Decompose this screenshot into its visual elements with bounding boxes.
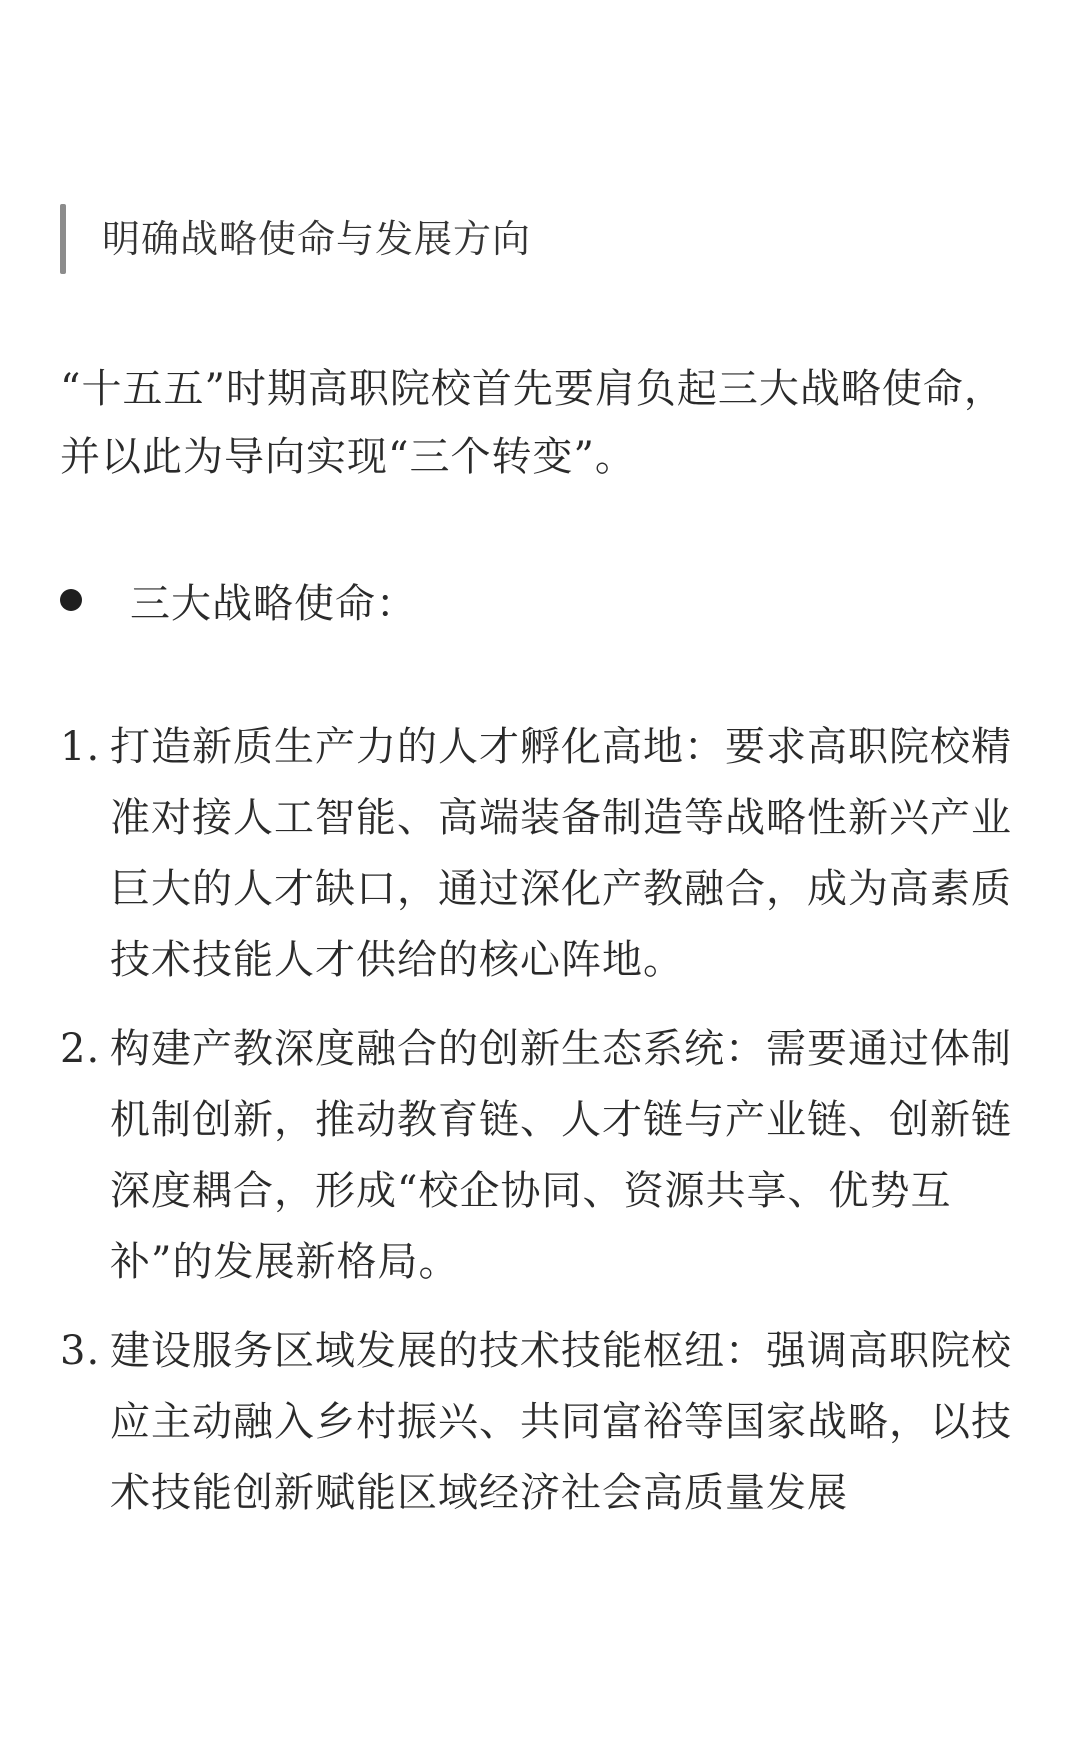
mission-item-2 xyxy=(60,1014,1020,1298)
mission-number: 1. xyxy=(60,724,101,770)
mission-text: 构建产教深度融合的创新生态系统：需要通过体制机制创新，推动教育链、人才链与产业链、创新链深度耦合，形成“校企协同、资源共享、优势互补”的发展新格局。 xyxy=(110,1026,1012,1285)
mission-number: 2. xyxy=(60,1026,101,1072)
intro-paragraph: “十五五”时期高职院校首先要肩负起三大战略使命，并以此为导向实现“三个转变”。 xyxy=(60,366,1005,480)
mission-item-1 xyxy=(60,712,1020,996)
mission-list xyxy=(60,712,1020,1547)
bullet-item xyxy=(60,570,417,630)
bullet-label: 三大战略使命： xyxy=(130,580,417,627)
bullet-dot-icon xyxy=(60,589,82,611)
mission-number: 3. xyxy=(60,1328,101,1374)
mission-text: 建设服务区域发展的技术技能枢纽：强调高职院校应主动融入乡村振兴、共同富裕等国家战略，以技术技能创新赋能区域经济社会高质量发展 xyxy=(110,1328,1012,1516)
mission-item-3 xyxy=(60,1316,1020,1529)
mission-text: 打造新质生产力的人才孵化高地：要求高职院校精准对接人工智能、高端装备制造等战略性新兴产业巨大的人才缺口，通过深化产教融合，成为高素质技术技能人才供给的核心阵地。 xyxy=(110,724,1012,983)
section-heading xyxy=(60,204,531,274)
section-title: 明确战略使命与发展方向 xyxy=(102,217,532,261)
heading-accent-bar xyxy=(60,204,66,274)
